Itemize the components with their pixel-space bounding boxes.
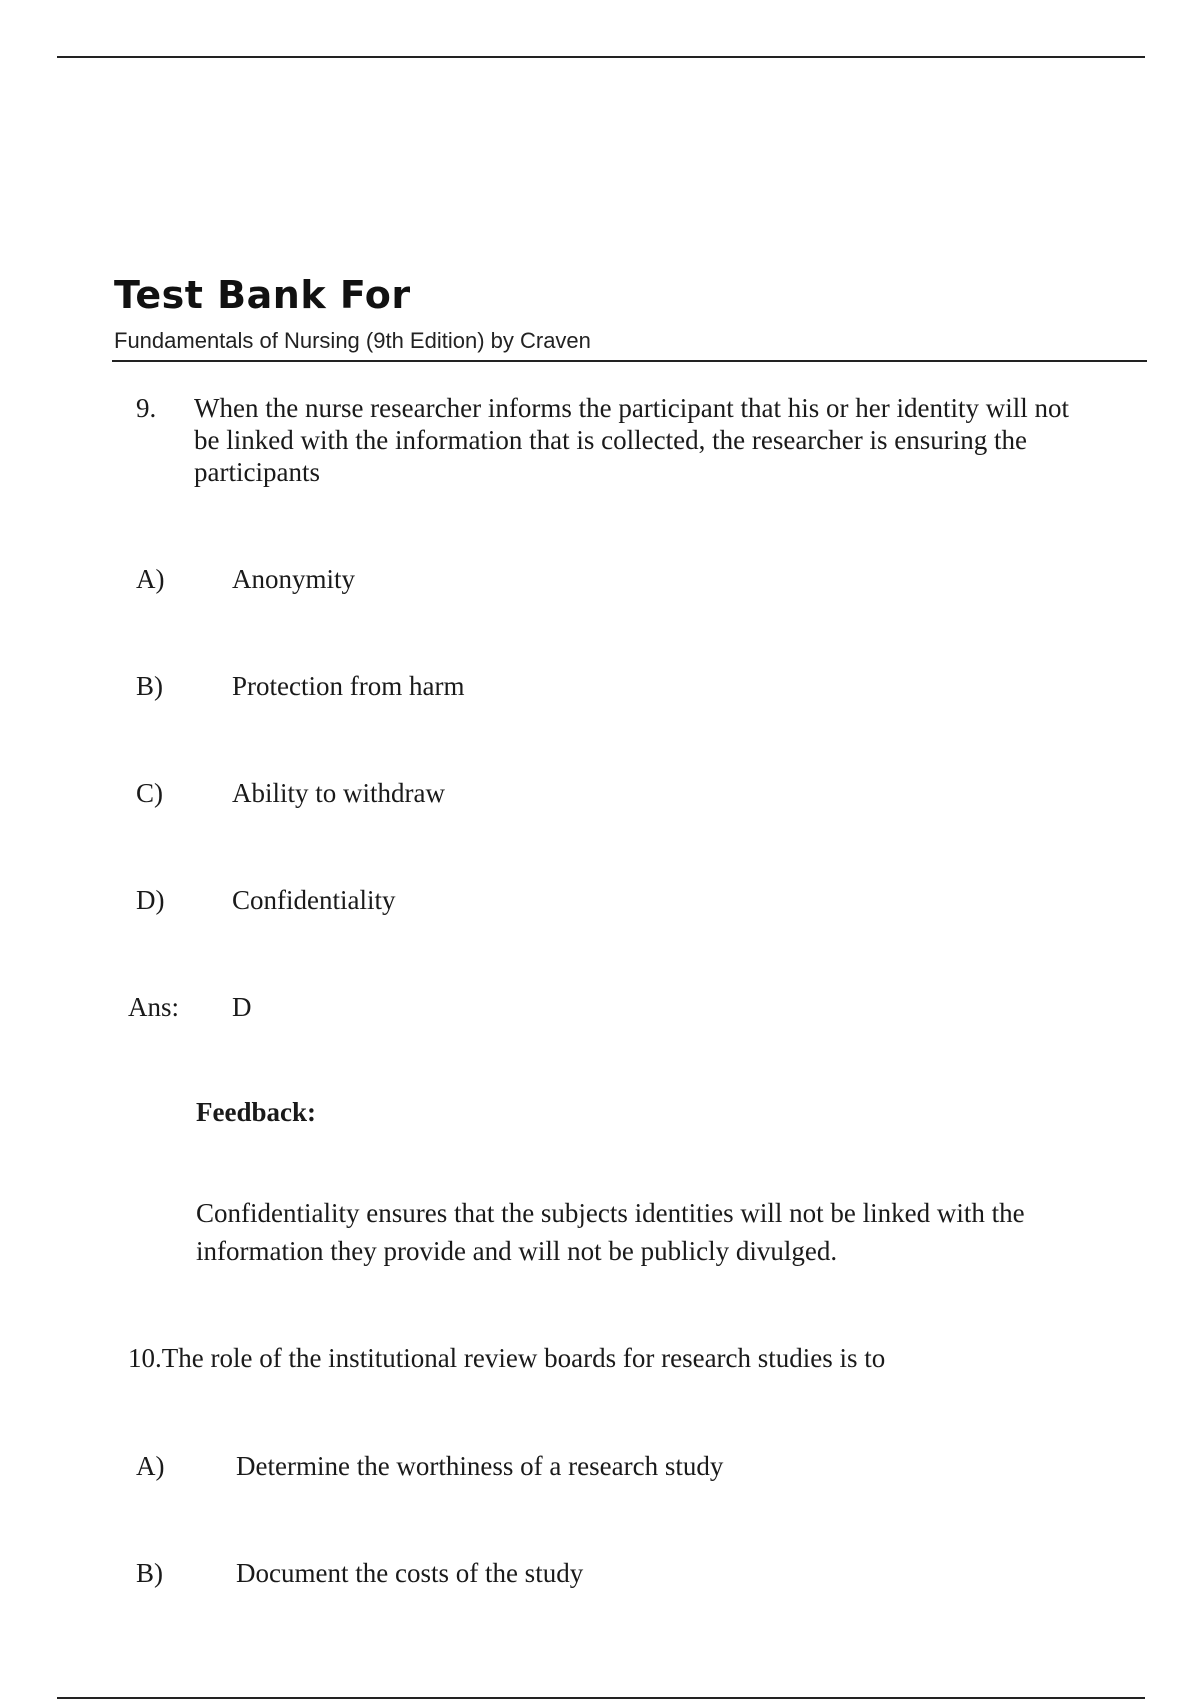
question-9-option-b-text: Protection from harm <box>232 671 465 701</box>
question-10-option-a-label: A) <box>136 1451 165 1481</box>
answer-value: D <box>232 992 252 1022</box>
question-10-text: The role of the institutional review boards for research studies is to <box>161 1343 886 1373</box>
question-9-text: When the nurse researcher informs the participant that his or her identity will not be linked with the information that is collected, the researcher is ensuring the participants <box>194 393 1069 487</box>
question-9-option-a-label: A) <box>136 564 165 594</box>
question-9-option-d-label: D) <box>136 885 165 915</box>
question-10-option-b-text: Document the costs of the study <box>236 1558 584 1588</box>
question-10-number: 10. <box>128 1343 162 1373</box>
header-rule <box>112 360 1147 362</box>
question-9-option-c-text: Ability to withdraw <box>232 778 445 808</box>
feedback-heading: Feedback: <box>196 1097 316 1127</box>
question-9-option-b-label: B) <box>136 671 163 701</box>
question-9-number: 9. <box>136 393 157 423</box>
question-9-option-c-label: C) <box>136 778 163 808</box>
feedback-text: Confidentiality ensures that the subjects identities will not be linked with the information they provide and will not be publicly divulged. <box>196 1198 1025 1266</box>
question-10-option-a-text: Determine the worthiness of a research study <box>236 1451 724 1481</box>
document-subtitle: Fundamentals of Nursing (9th Edition) by Craven <box>114 328 591 353</box>
question-10-line <box>128 1342 1128 1374</box>
bottom-rule <box>57 1697 1145 1699</box>
question-10-option-b-label: B) <box>136 1558 163 1588</box>
top-rule <box>57 56 1145 58</box>
document-title: Test Bank For <box>114 273 411 317</box>
question-9-option-a-text: Anonymity <box>232 564 356 594</box>
question-9-option-d-text: Confidentiality <box>232 885 396 915</box>
answer-label: Ans: <box>128 992 180 1022</box>
